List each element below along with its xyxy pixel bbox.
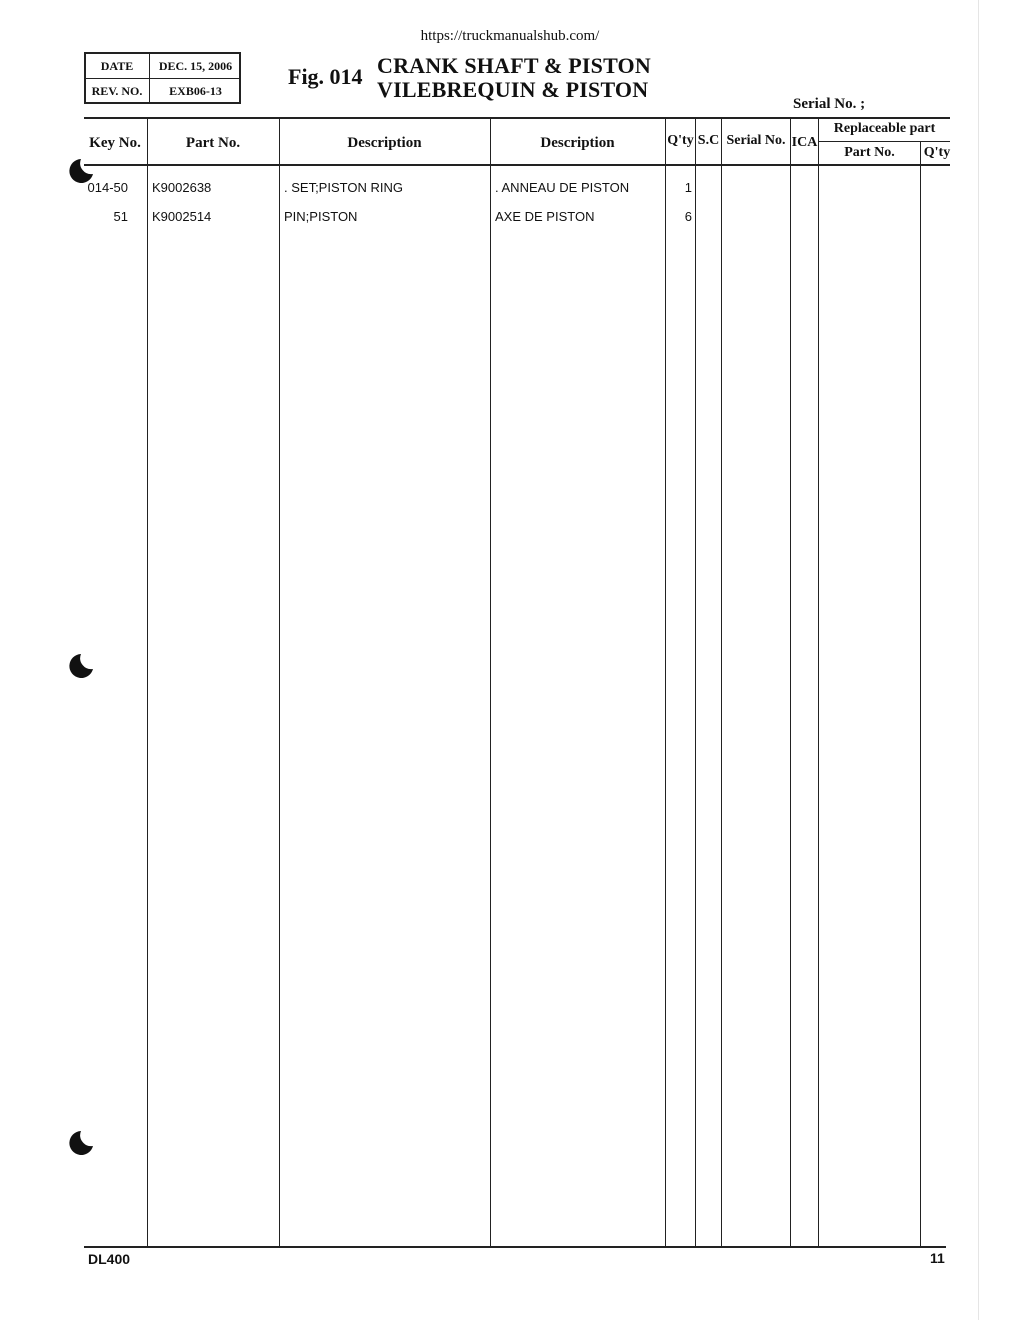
source-url[interactable]: https://truckmanualshub.com/ <box>420 28 600 44</box>
footer-page-number: 11 <box>930 1250 945 1266</box>
binder-hole-icon <box>68 158 94 184</box>
date-value: DEC. 15, 2006 <box>158 59 233 73</box>
table-row-description-en: PIN;PISTON <box>284 209 358 224</box>
table-row-key-no: 51 <box>113 209 128 224</box>
column-divider <box>147 118 148 1247</box>
header-part-no: Part No. <box>185 135 241 151</box>
header-ica: ICA <box>791 135 818 150</box>
column-divider <box>695 118 696 1247</box>
header-rp-qty: Q'ty <box>923 145 951 160</box>
replaceable-part-rule <box>819 141 950 142</box>
date-rev-box <box>84 52 241 104</box>
header-description-en: Description <box>347 135 422 151</box>
figure-number: Fig. 014 <box>288 64 363 89</box>
footer-model: DL400 <box>88 1251 131 1267</box>
column-divider <box>279 118 280 1247</box>
header-sc: S.C <box>697 133 720 148</box>
table-bottom-rule <box>84 1246 946 1248</box>
binder-hole-icon <box>68 1130 94 1156</box>
table-row-description-fr: AXE DE PISTON <box>495 209 595 224</box>
column-divider <box>920 142 921 1247</box>
column-divider <box>790 118 791 1247</box>
column-divider <box>665 118 666 1247</box>
column-divider <box>818 118 819 1247</box>
table-row-description-fr: . ANNEAU DE PISTON <box>495 180 630 195</box>
table-row-description-en: . SET;PISTON RING <box>284 180 403 195</box>
serial-number-label: Serial No. ; <box>793 96 866 112</box>
table-row-key-no: 014-50 <box>87 180 128 195</box>
date-label: DATE <box>100 59 134 73</box>
table-row-qty: 1 <box>684 180 692 195</box>
header-replaceable-part: Replaceable part <box>833 121 936 136</box>
table-top-rule <box>84 117 950 119</box>
binder-hole-icon <box>68 653 94 679</box>
page-edge-shadow <box>978 0 979 1320</box>
column-divider <box>490 118 491 1247</box>
date-box-divider <box>86 78 239 79</box>
page-title-french: VILEBREQUIN & PISTON <box>377 77 649 102</box>
header-description-fr: Description <box>540 135 615 151</box>
header-serial-no: Serial No. <box>726 133 786 148</box>
rev-value: EXB06-13 <box>169 84 222 98</box>
table-header-rule <box>84 164 950 166</box>
header-key-no: Key No. <box>89 135 141 151</box>
header-rp-part-no: Part No. <box>844 145 895 160</box>
header-qty: Q'ty <box>667 133 694 148</box>
page-title-english: CRANK SHAFT & PISTON <box>377 53 651 78</box>
column-divider <box>721 118 722 1247</box>
table-row-qty: 6 <box>684 209 692 224</box>
table-row-part-no: K9002514 <box>152 209 212 224</box>
table-row-part-no: K9002638 <box>152 180 212 195</box>
rev-label: REV. NO. <box>91 84 143 98</box>
